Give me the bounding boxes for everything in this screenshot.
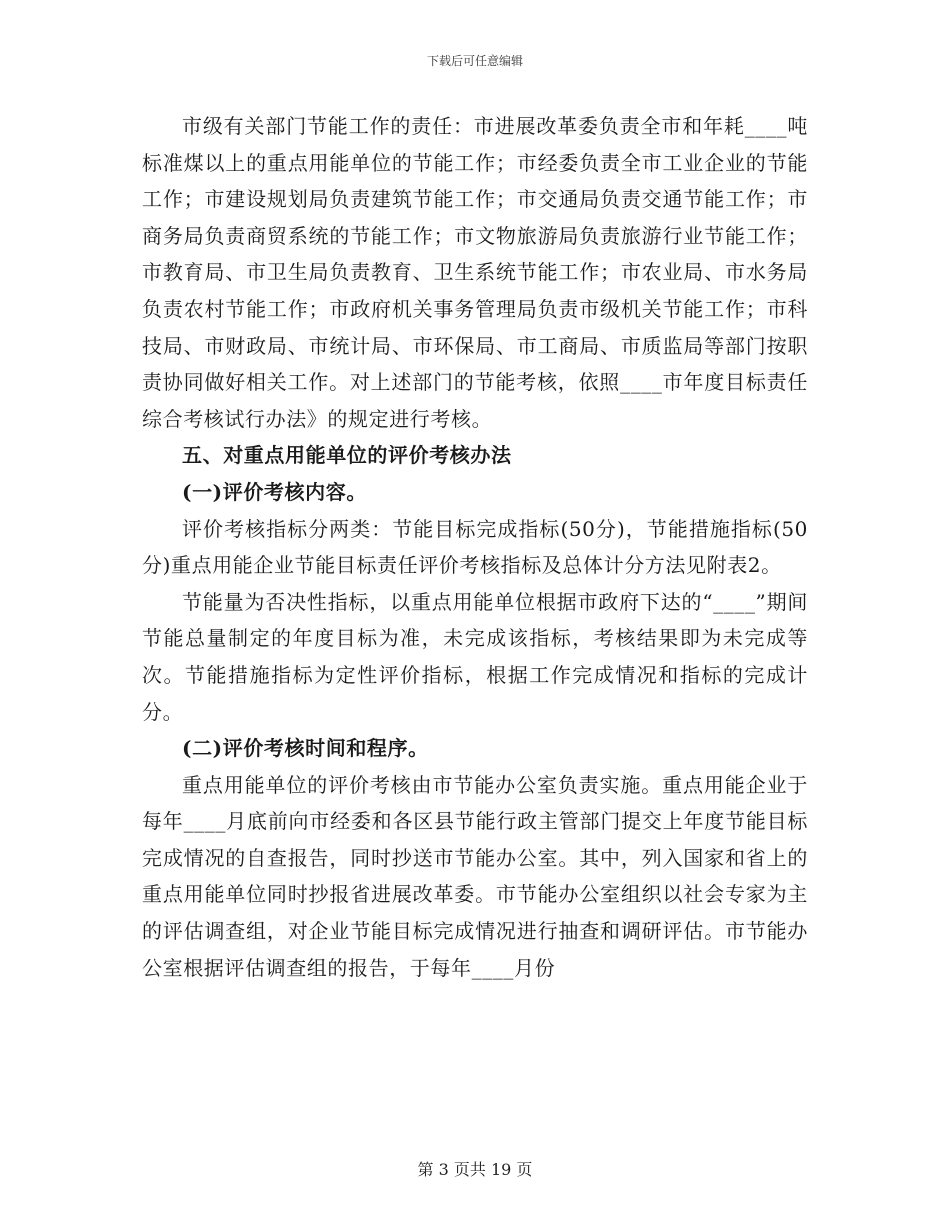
paragraph-assessment-procedure: 重点用能单位的评价考核由市节能办公室负责实施。重点用能企业于每年____月底前向市经委和各区县节能行政主管部门提交上年度节能目标完成情况的自查报告，同时抄送市节能办公室。其中，列入国家和省上的重点用能单位同时抄报省进展改革委。市节能办公室组织以社会专家为主的评估调查组，对企业节能目标完成情况进行抽查和调研评估。市节能办公室根据评估调查组的报告，于每年____月份 — [142, 772, 808, 980]
subsection-heading-2: (二)评价考核时间和程序。 — [182, 736, 429, 761]
header-note: 下载后可任意编辑 — [426, 54, 523, 68]
page-number-footer: 第 3 页共 19 页 — [417, 1160, 533, 1179]
document-body — [142, 108, 808, 986]
subsection-heading-1: (一)评价考核内容。 — [182, 479, 367, 504]
section-heading-5: 五、对重点用能单位的评价考核办法 — [182, 443, 512, 468]
paragraph-veto-indicator: 节能量为否决性指标，以重点用能单位根据市政府下达的“____”期间节能总量制定的年度目标为准，未完成该指标，考核结果即为未完成等次。节能措施指标为定性评价指标，根据工作完成情况和指标的完成计分。 — [142, 589, 808, 724]
paragraph-indicator-types: 评价考核指标分两类：节能目标完成指标(50分)，节能措施指标(50分)重点用能企业节能目标责任评价考核指标及总体计分方法见附表2。 — [142, 516, 808, 578]
paragraph-department-responsibilities: 市级有关部门节能工作的责任：市进展改革委负责全市和年耗____吨标准煤以上的重点用能单位的节能工作；市经委负责全市工业企业的节能工作；市建设规划局负责建筑节能工作；市交通局负责交通节能工作；市商务局负责商贸系统的节能工作；市文物旅游局负责旅游行业节能工作；市教育局、市卫生局负责教育、卫生系统节能工作；市农业局、市水务局负责农村节能工作；市政府机关事务管理局负责市级机关节能工作；市科技局、市财政局、市统计局、市环保局、市工商局、市质监局等部门按职责协同做好相关工作。对上述部门的节能考核，依照____市年度目标责任综合考核试行办法》的规定进行考核。 — [142, 114, 808, 431]
